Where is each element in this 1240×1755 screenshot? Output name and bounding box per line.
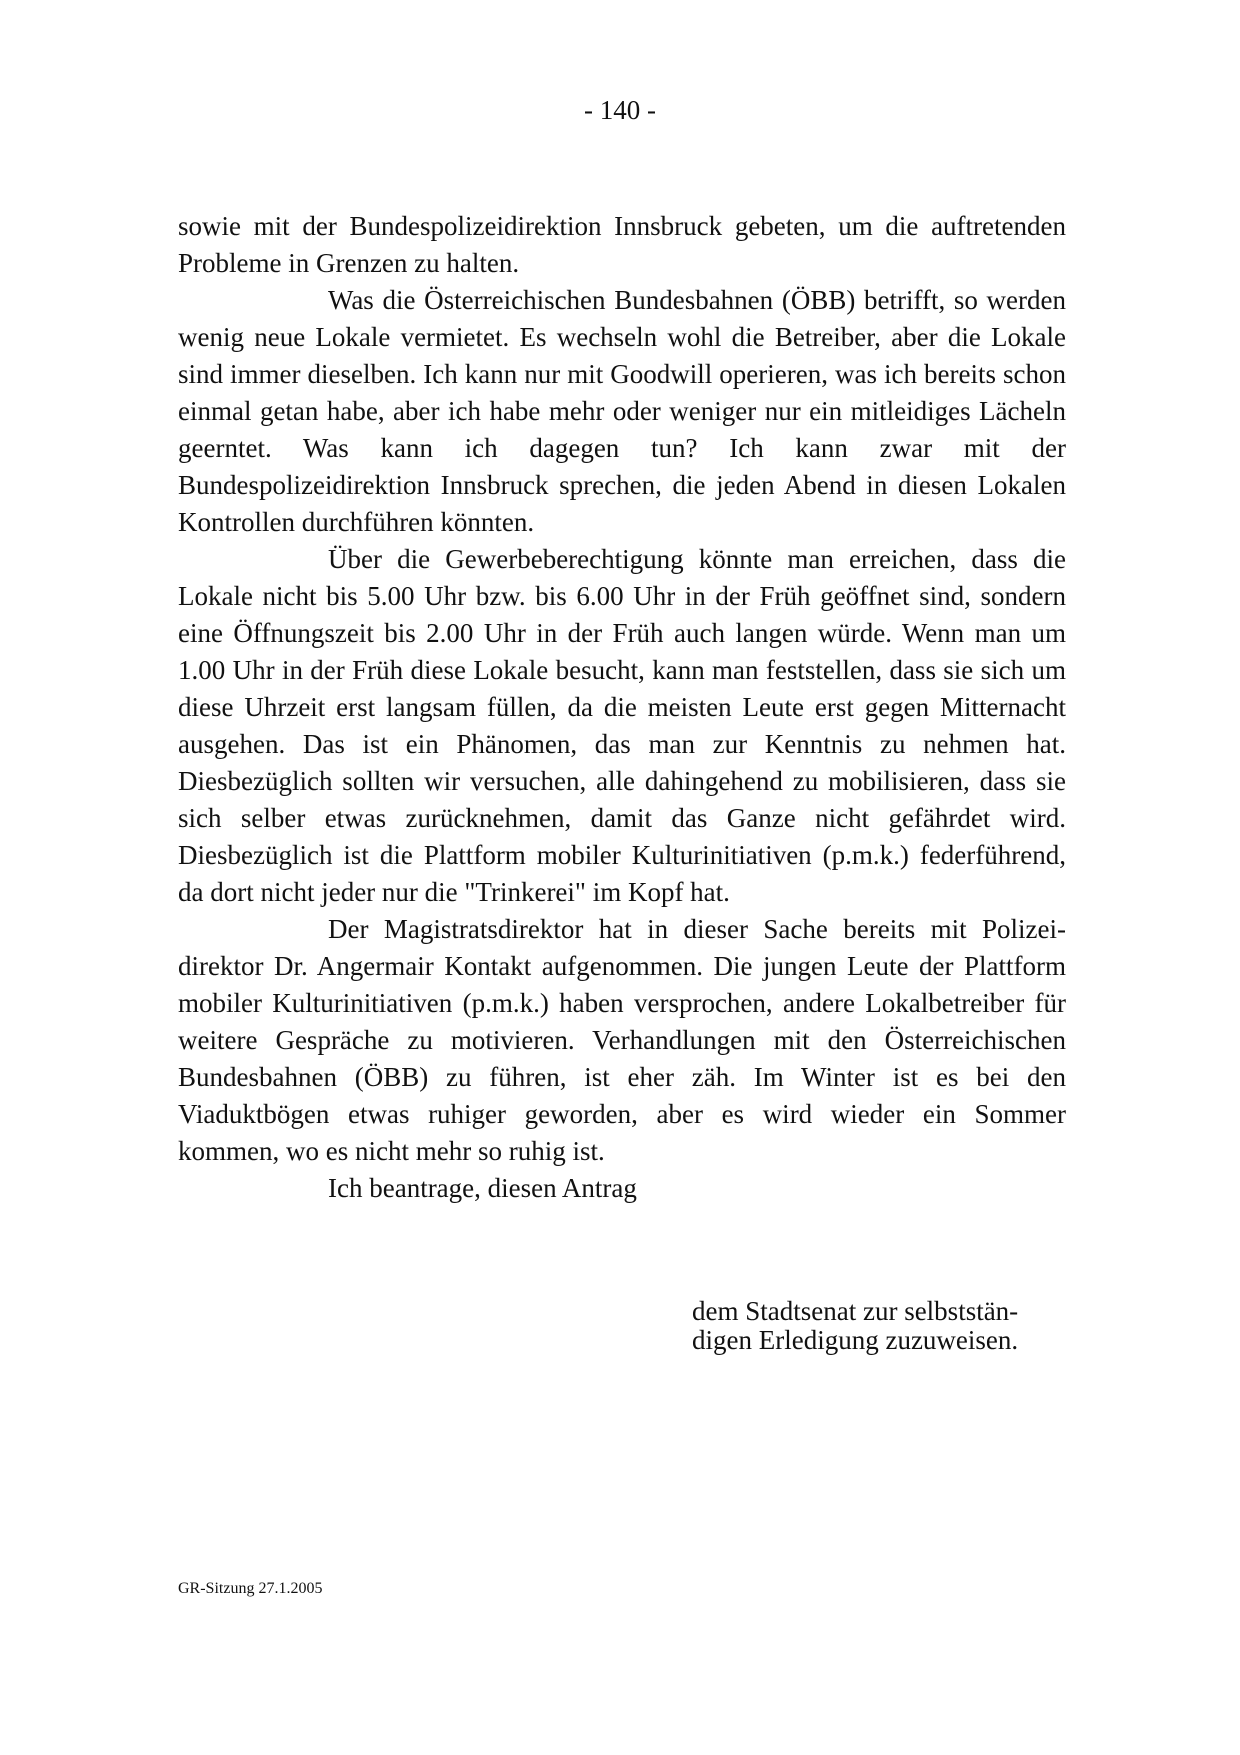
page-number: - 140 - [584, 95, 656, 125]
paragraph-gewerbeberechtigung: Über die Gewerbeberechtigung könnte man erreichen, dass die Lokale nicht bis 5.00 Uhr bzw. bis 6.00 Uhr in der Früh geöffnet sind, sondern eine Öffnungszeit bis 2.00 Uhr in der Früh auch langen würde. Wenn man um 1.00 Uhr in der Früh diese Lokale besucht, kann man feststellen, dass sie sich um diese Uhrzeit erst langsam füllen, da die meisten Leute erst gegen Mitternacht ausgehen. Das ist ein Phänomen, das man zur Kenntnis zu nehmen hat. Diesbezüglich sollten wir versuchen, alle dahingehend zu mobilisieren, dass sie sich selber etwas zurücknehmen, damit das Ganze nicht gefährdet wird. Diesbezüglich ist die Plattform mobiler Kulturinitiativen (p.m.k.) federführend, da dort nicht jeder nur die "Trinkerei" im Kopf hat. [178, 544, 1066, 907]
closing-motion [692, 1297, 1072, 1355]
closing-line-2: digen Erledigung zuzuweisen. [692, 1325, 1019, 1355]
paragraph-continuation: sowie mit der Bundespolizeidirektion Innsbruck gebeten, um die auftretenden Probleme in Grenzen zu halten. [178, 211, 1066, 278]
footer-session-date: GR-Sitzung 27.1.2005 [178, 1580, 323, 1597]
closing-line-1: dem Stadtsenat zur selbststän- [692, 1296, 1019, 1326]
paragraph-antrag: Ich beantrage, diesen Antrag [328, 1173, 637, 1203]
body-text [178, 208, 1066, 1207]
paragraph-oebb: Was die Österreichischen Bundesbahnen (ÖBB) betrifft, so werden wenig neue Lokale vermietet. Es wechseln wohl die Betreiber, aber die Lokale sind immer dieselben. Ich kann nur mit Goodwill operieren, was ich bereits schon einmal getan habe, aber ich habe mehr oder weniger nur ein mitleidiges Lächeln geerntet. Was kann ich dagegen tun? Ich kann zwar mit der Bundespolizeidirektion Innsbruck sprechen, die jeden Abend in diesen Lokalen Kontrollen durchführen könnten. [178, 285, 1066, 537]
paragraph-magistratsdirektor: Der Magistratsdirektor hat in dieser Sache bereits mit Polizeidirektor Dr. Angermair Kontakt aufgenommen. Die jungen Leute der Plattform mobiler Kulturinitiativen (p.m.k.) haben versprochen, andere Lokalbetreiber für weitere Gespräche zu motivieren. Verhandlungen mit den Österreichischen Bundesbahnen (ÖBB) zu führen, ist eher zäh. Im Winter ist es bei den Viaduktbögen etwas ruhiger geworden, aber es wird wieder ein Sommer kommen, wo es nicht mehr so ruhig ist. [178, 914, 1066, 1166]
